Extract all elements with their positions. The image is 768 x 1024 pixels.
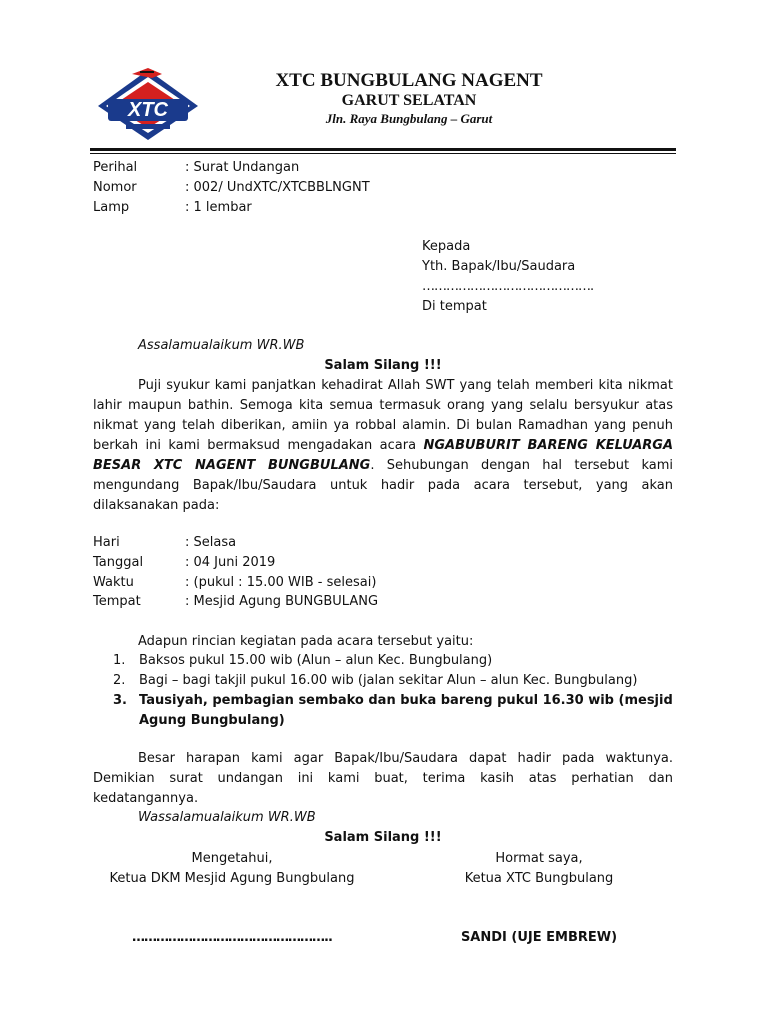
schedule-label-tanggal: Tanggal xyxy=(93,555,144,570)
recipient-place: Di tempat xyxy=(422,299,487,314)
salam-open: Salam Silang !!! xyxy=(324,358,442,373)
org-name: XTC BUNGBULANG NAGENT xyxy=(275,70,543,91)
closing-paragraph: Besar harapan kami agar Bapak/Ibu/Saudara dapat hadir pada waktunya. Demikian surat undangan ini kami buat, terima kasih atas perhatian dan kedatangannya. xyxy=(93,751,673,806)
list-item-text: Tausiyah, pembagian sembako dan buka bareng pukul 16.30 wib (mesjid Agung Bungbulang) xyxy=(139,693,673,728)
xtc-logo xyxy=(92,66,204,142)
schedule-label-waktu: Waktu xyxy=(93,575,134,590)
list-item-text: Bagi – bagi takjil pukul 16.00 wib (jalan sekitar Alun – alun Kec. Bungbulang) xyxy=(139,673,638,688)
intro-paragraph xyxy=(93,376,673,516)
meta-value-nomor: : 002/ UndXTC/XTCBBLNGNT xyxy=(185,180,370,195)
schedule-value-waktu: : (pukul : 15.00 WIB - selesai) xyxy=(185,575,377,590)
sign-right-role: Hormat saya, xyxy=(495,851,583,866)
sign-left-name: ………………………………………….. xyxy=(132,930,332,945)
activities-intro: Adapun rincian kegiatan pada acara tersebut yaitu: xyxy=(138,634,474,649)
schedule-value-tempat: : Mesjid Agung BUNGBULANG xyxy=(185,594,379,609)
meta-label-nomor: Nomor xyxy=(93,180,137,195)
list-item xyxy=(113,671,675,691)
header-rule-thick xyxy=(90,148,676,151)
schedule-value-hari: : Selasa xyxy=(185,535,237,550)
meta-value-perihal: : Surat Undangan xyxy=(185,160,300,175)
salam-close: Salam Silang !!! xyxy=(324,830,442,845)
schedule-label-tempat: Tempat xyxy=(93,594,141,609)
meta-label-lamp: Lamp xyxy=(93,200,130,215)
logo-text: XTC xyxy=(128,99,168,121)
recipient-name: Yth. Bapak/Ibu/Saudara xyxy=(422,259,576,274)
sign-right-title: Ketua XTC Bungbulang xyxy=(464,871,614,886)
sign-left-role: Mengetahui, xyxy=(191,851,273,866)
intro-event: NGABUBURIT BARENG KELUARGA BESAR XTC NAGENT BUNGBULANG xyxy=(93,438,674,473)
list-item-number: 2. xyxy=(113,673,126,688)
list-item xyxy=(113,651,675,671)
schedule-value-tanggal: : 04 Juni 2019 xyxy=(185,555,276,570)
greeting-open: Assalamualaikum WR.WB xyxy=(138,338,305,353)
sign-left-title: Ketua DKM Mesjid Agung Bungbulang xyxy=(109,871,355,886)
org-region: GARUT SELATAN xyxy=(341,92,477,109)
intro-part2: . Sehubungan dengan hal tersebut kami mengundang Bapak/Ibu/Saudara untuk hadir pada acara tersebut, yang akan dilaksanakan pada: xyxy=(93,458,673,513)
org-address: Jln. Raya Bungbulang – Garut xyxy=(325,111,493,126)
meta-label-perihal: Perihal xyxy=(93,160,138,175)
header-rule-thin xyxy=(90,153,676,154)
schedule-label-hari: Hari xyxy=(93,535,120,550)
recipient-to: Kepada xyxy=(422,239,471,254)
list-item-text: Baksos pukul 15.00 wib (Alun – alun Kec. Bungbulang) xyxy=(139,653,493,668)
recipient-dots: ……………………………………. xyxy=(422,279,594,294)
list-item-number: 1. xyxy=(113,653,126,668)
meta-value-lamp: : 1 lembar xyxy=(185,200,252,215)
list-item-number: 3. xyxy=(113,693,127,708)
intro-part1: Puji syukur kami panjatkan kehadirat Allah SWT yang telah memberi kita nikmat lahir maupun bathin. Semoga kita semua termasuk orang yang selalu bersyukur atas nikmat yang telah diberikan, amiin ya robbal alamin. Di bulan Ramadhan yang penuh berkah ini kami bermaksud mengadakan acara xyxy=(93,378,673,453)
activities-list xyxy=(113,651,675,731)
list-item xyxy=(113,691,675,731)
sign-right-name: SANDI (UJE EMBREW) xyxy=(460,930,618,945)
greeting-close: Wassalamualaikum WR.WB xyxy=(138,810,316,825)
